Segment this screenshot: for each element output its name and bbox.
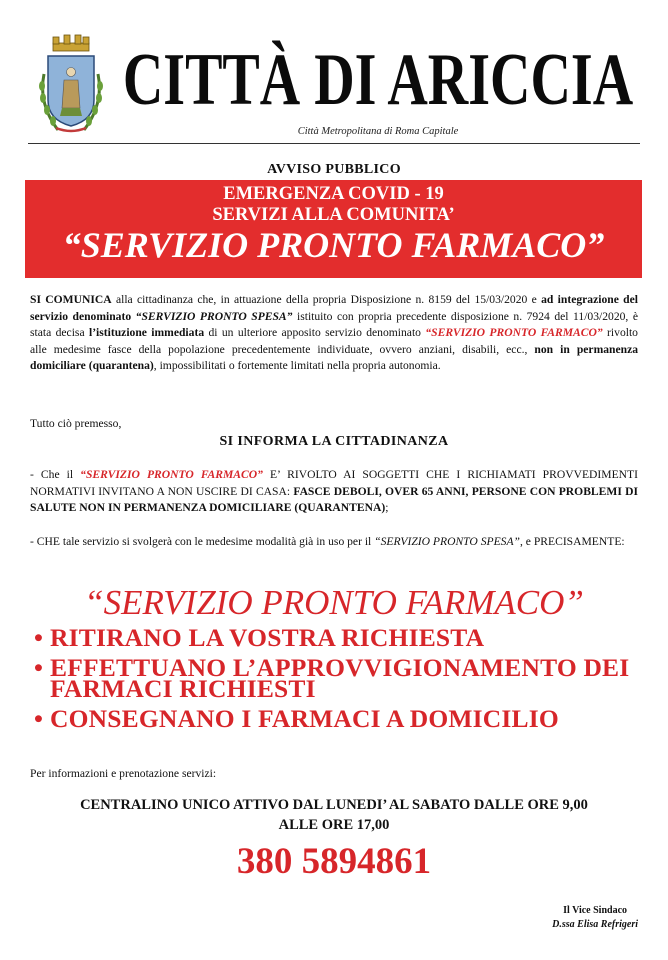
list-item (34, 706, 654, 731)
para-text-9: rivolto alle medesime fasce della popolazione precedentemente individuate, ovvero anziani, disabili, ecc., (30, 326, 638, 356)
informa-heading: SI INFORMA LA CITTADINANZA (219, 434, 449, 449)
centralino-hours (0, 795, 668, 835)
bullet2-text-b: “SERVIZIO PRONTO SPESA” (374, 535, 520, 548)
para-text-8: “SERVIZIO PRONTO FARMACO” (425, 326, 603, 339)
service-title: “SERVIZIO PRONTO FARMACO” (84, 583, 584, 622)
bullet-dot: • (34, 653, 44, 682)
bullet1-text-b: “SERVIZIO PRONTO FARMACO” (80, 468, 263, 481)
banner-line-2: SERVIZI ALLA COMUNITA’ (212, 205, 455, 225)
bullet1-text-d: FASCE DEBOLI, OVER 65 ANNI, PERSONE CON PROBLEMI DI SALUTE NON IN PERMANENZA DOMICILIARE (QUARANTENA) (30, 484, 638, 514)
list-item-label: EFFETTUANO L’APPROVVIGIONAMENTO DEI FARMACI RICHIESTI (50, 653, 630, 703)
notice-type: AVVISO PUBBLICO (267, 162, 401, 177)
signature-role: Il Vice Sindaco (563, 905, 628, 916)
bullet2-text-c: , e PRECISAMENTE: (519, 535, 625, 548)
centralino-line-2: ALLE ORE 17,00 (278, 817, 390, 833)
announcement-paragraph (30, 292, 638, 375)
phone-number[interactable]: 380 5894861 (236, 841, 432, 882)
banner-service-title: “SERVIZIO PRONTO FARMACO” (62, 225, 605, 265)
para-text-5: istituito con propria precedente disposizione n. 7924 del 11/03/2020, è stata decisa (30, 309, 638, 339)
para-text-4: “SERVIZIO PRONTO SPESA” (131, 309, 293, 323)
bullet2-text-a: - CHE tale servizio si svolgerà con le medesime modalità già in uso per il (30, 535, 375, 548)
banner-line-1: EMERGENZA COVID - 19 (223, 184, 444, 204)
bullet1-text-c: E’ RIVOLTO AI SOGGETTI CHE I RICHIAMATI PROVVEDIMENTI NORMATIVI INVITANO A NON USCIRE DI CASA: (30, 468, 638, 498)
signature-block (552, 904, 638, 932)
emergency-banner (25, 180, 642, 278)
list-item (34, 653, 654, 703)
page-title: CITTÀ DI ARICCIA (122, 39, 634, 122)
para-text-2: alla cittadinanza che, in attuazione della propria Disposizione n. 8159 del 15/03/2020 e (111, 293, 542, 306)
para-text-11: , impossibilitati o fortemente limitati nella propria autonomia. (153, 359, 441, 372)
list-item (34, 625, 654, 650)
para-text-10: non in permanenza domiciliare (quarantena) (30, 342, 639, 372)
header-divider (28, 143, 640, 144)
list-item-label: CONSEGNANO I FARMACI A DOMICILIO (50, 704, 559, 733)
crest-icon (34, 34, 108, 138)
bullet-target-audience (30, 467, 638, 517)
premesso-text: Tutto ciò premesso, (30, 417, 122, 430)
para-text-7: di un ulteriore apposito servizio denominato (204, 326, 426, 339)
list-item-label: RITIRANO LA VOSTRA RICHIESTA (50, 623, 485, 652)
service-list (34, 625, 654, 738)
bullet1-text-e: ; (385, 501, 389, 514)
para-text-3: ad integrazione del servizio denominato (30, 293, 638, 323)
para-text-6: l’istituzione immediata (88, 326, 205, 339)
bullet-dot: • (34, 623, 44, 652)
signature-name: D.ssa Elisa Refrigeri (552, 919, 638, 930)
centralino-line-1: CENTRALINO UNICO ATTIVO DAL LUNEDI’ AL SABATO DALLE ORE 9,00 (80, 797, 588, 813)
bullet1-text-a: - Che il (30, 468, 81, 481)
bullet-dot: • (34, 704, 44, 733)
page-subtitle: Città Metropolitana di Roma Capitale (297, 126, 459, 137)
info-line: Per informazioni e prenotazione servizi: (30, 767, 217, 780)
para-text-1: SI COMUNICA (30, 293, 112, 306)
bullet-modalities (30, 534, 638, 551)
